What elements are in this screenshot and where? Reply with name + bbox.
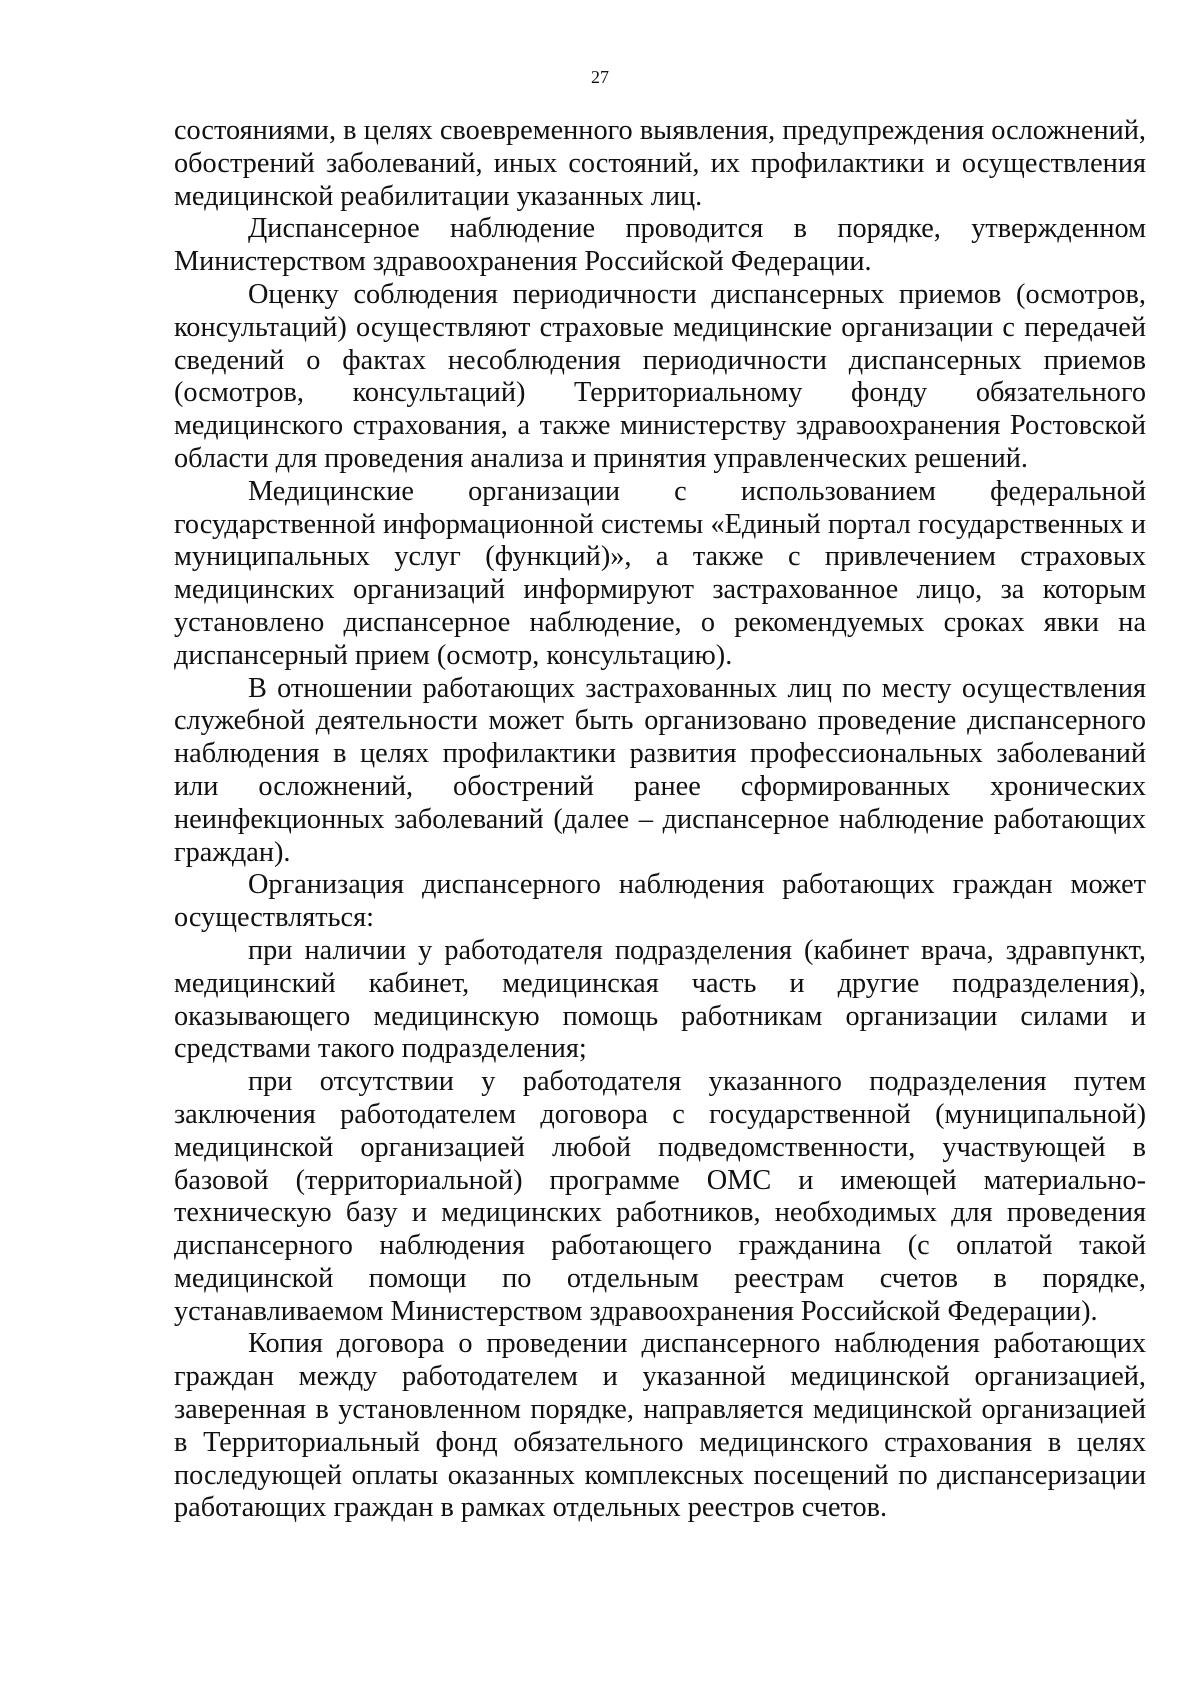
paragraph-continuation: состояниями, в целях своевременного выявления, предупреждения осложнений, обострений заболеваний, иных состояний, их профилактики и осуществления медицинской реабилитации указанных лиц.	[174, 115, 1146, 212]
paragraph-patient-informing: Медицинские организации с использованием федеральной государственной информационной системы «Единый портал государственных и муниципальных услуг (функций)», а также с привлечением страховых медицинских организаций информируют застрахованное лицо, за которым установлено диспансерное наблюдение, о рекомендуемых сроках явки на диспансерный прием (осмотр, консультацию).	[174, 475, 1146, 671]
paragraph-observation-procedure: Диспансерное наблюдение проводится в порядке, утвержденном Министерством здравоохранения Российской Федерации.	[174, 213, 1146, 278]
document-body	[174, 115, 1146, 1525]
paragraph-employer-unit: при наличии у работодателя подразделения (кабинет врача, здравпункт, медицинский кабинет, медицинская часть и другие подразделения), оказывающего медицинскую помощь работникам организации силами и средствами такого подразделения;	[174, 934, 1146, 1065]
paragraph-organization-intro: Организация диспансерного наблюдения работающих граждан может осуществляться:	[174, 869, 1146, 934]
page-number: 27	[591, 67, 609, 87]
paragraph-contract-option: при отсутствии у работодателя указанного подразделения путем заключения работодателем договора с государственной (муниципальной) медицинской организацией любой подведомственности, участвующей в базовой (территориальной) программе ОМС и имеющей материально-техническую базу и медицинских работников, необходимых для проведения диспансерного наблюдения работающего гражданина (с оплатой такой медицинской помощи по отдельным реестрам счетов в порядке, устанавливаемом Министерством здравоохранения Российской Федерации).	[174, 1066, 1146, 1327]
paragraph-working-citizens: В отношении работающих застрахованных лиц по месту осуществления служебной деятельности может быть организовано проведение диспансерного наблюдения в целях профилактики развития профессиональных заболеваний или осложнений, обострений ранее сформированных хронических неинфекционных заболеваний (далее – диспансерное наблюдение работающих граждан).	[174, 672, 1146, 868]
paragraph-periodicity-assessment: Оценку соблюдения периодичности диспансерных приемов (осмотров, консультаций) осуществляют страховые медицинские организации с передачей сведений о фактах несоблюдения периодичности диспансерных приемов (осмотров, консультаций) Территориальному фонду обязательного медицинского страхования, а также министерству здравоохранения Ростовской области для проведения анализа и принятия управленческих решений.	[174, 278, 1146, 474]
paragraph-contract-copy: Копия договора о проведении диспансерного наблюдения работающих граждан между работодателем и указанной медицинской организацией, заверенная в установленном порядке, направляется медицинской организацией в Территориальный фонд обязательного медицинского страхования в целях последующей оплаты оказанных комплексных посещений по диспансеризации работающих граждан в рамках отдельных реестров счетов.	[174, 1328, 1146, 1524]
